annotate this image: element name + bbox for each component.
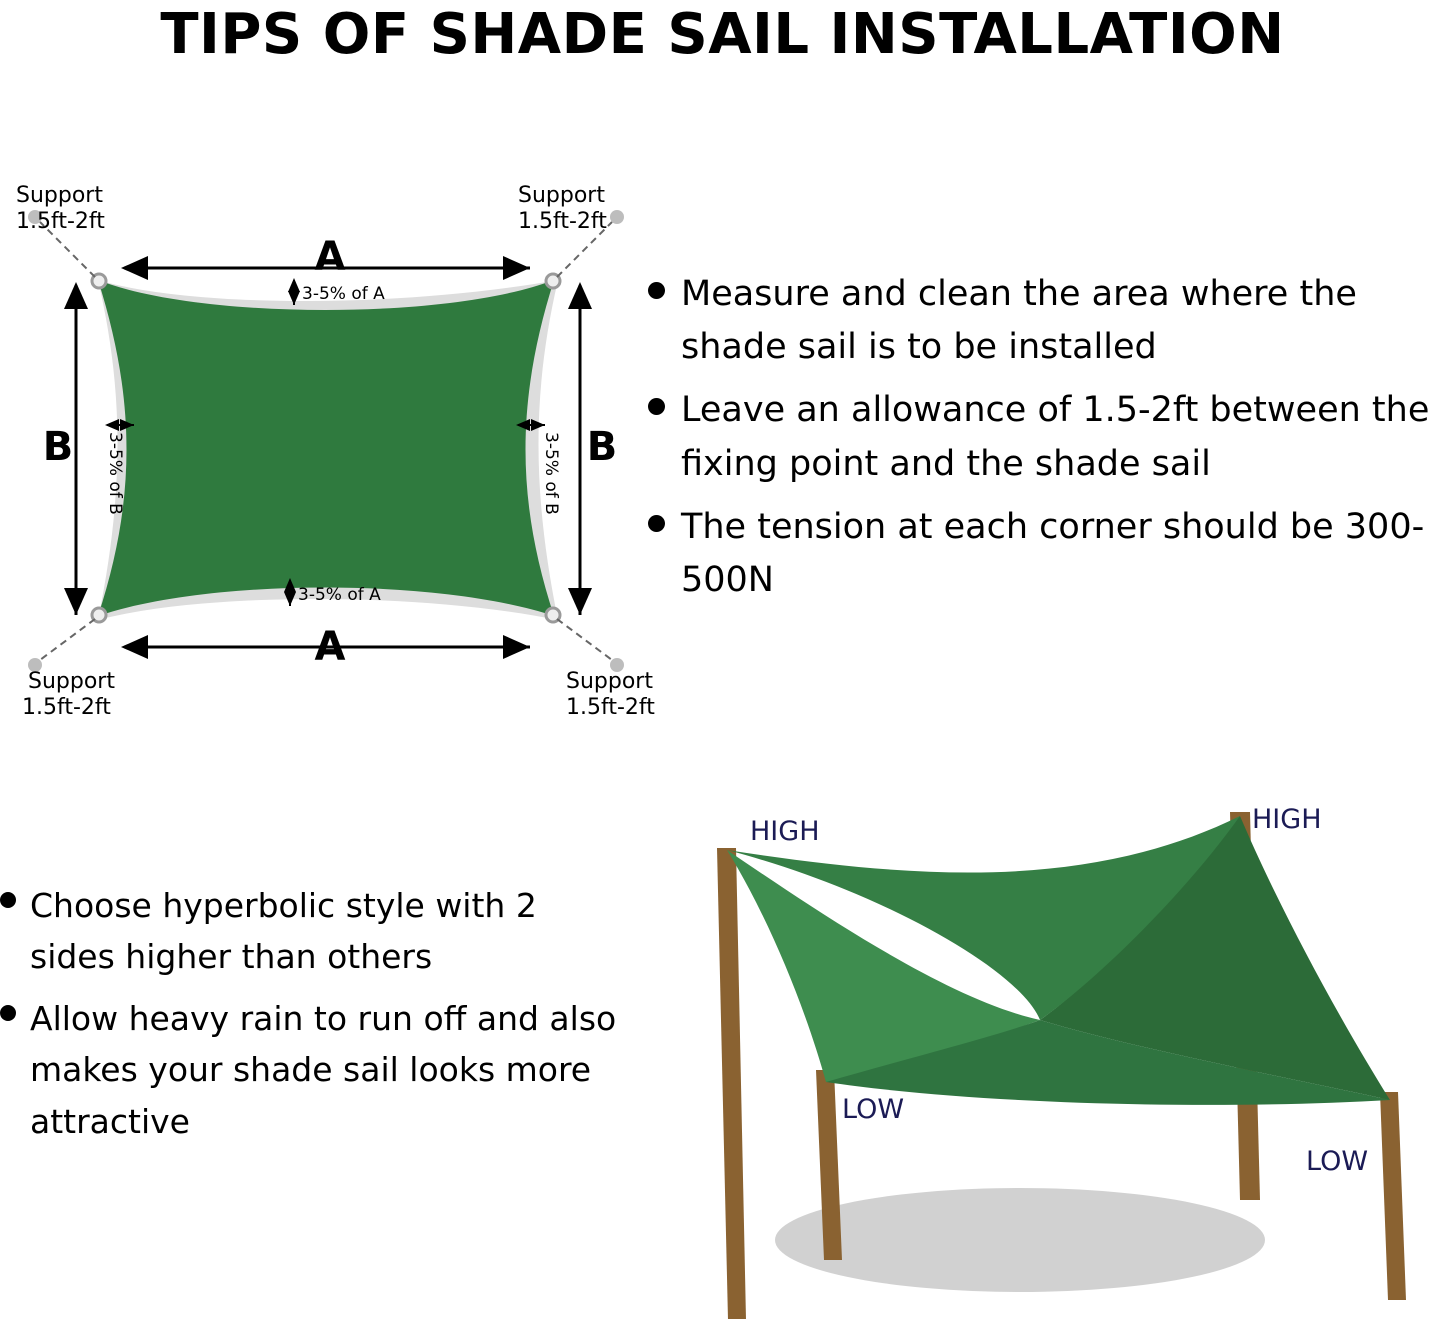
label-side-a-bottom: A <box>314 624 346 670</box>
sail-shape <box>98 280 554 616</box>
anchor-line-bottom-right <box>557 619 612 660</box>
bullet-dot-icon <box>648 398 665 415</box>
label-pct-of-b-right: 3-5% of B <box>541 432 561 515</box>
post-low-right <box>1380 1092 1406 1300</box>
list-item <box>0 993 625 1147</box>
label-high-left: HIGH <box>750 816 820 847</box>
label-side-b-left: B <box>42 424 74 470</box>
label-support-range-top-left: 1.5ft-2ft <box>16 209 105 234</box>
label-pct-of-a-bottom: 3-5% of A <box>298 585 381 605</box>
bullet-dot-icon <box>648 515 665 532</box>
tip-text: Choose hyperbolic style with 2 sides higher than others <box>30 886 537 977</box>
label-low-left: LOW <box>842 1094 905 1125</box>
bullet-dot-icon <box>648 282 665 299</box>
hyperbolic-sail-diagram <box>620 770 1445 1319</box>
label-low-right: LOW <box>1306 1146 1369 1177</box>
label-side-a-top: A <box>314 234 346 280</box>
label-pct-of-a-top: 3-5% of A <box>302 284 385 304</box>
list-item <box>648 501 1445 607</box>
label-support-top-left: Support <box>16 183 103 208</box>
label-support-bottom-right: Support <box>566 669 653 694</box>
anchor-point-top-right <box>610 210 624 224</box>
page-title: TIPS OF SHADE SAIL INSTALLATION <box>160 2 1285 67</box>
tip-text: The tension at each corner should be 300-500N <box>681 506 1425 600</box>
label-pct-of-b-left: 3-5% of B <box>105 432 125 515</box>
tips-list-right <box>648 268 1445 617</box>
anchor-line-bottom-left <box>40 619 95 660</box>
tip-text: Leave an allowance of 1.5-2ft between the fixing point and the shade sail <box>681 390 1430 484</box>
rectangular-sail-diagram <box>0 160 660 730</box>
label-support-range-top-right: 1.5ft-2ft <box>518 209 607 234</box>
bullet-dot-icon <box>0 1005 16 1021</box>
tip-text: Measure and clean the area where the shade sail is to be installed <box>681 274 1357 368</box>
label-support-bottom-left: Support <box>28 669 115 694</box>
label-side-b-right: B <box>586 424 618 470</box>
label-support-range-bottom-left: 1.5ft-2ft <box>22 695 111 720</box>
label-support-range-bottom-right: 1.5ft-2ft <box>566 695 655 720</box>
list-item <box>0 880 625 983</box>
ground-shadow <box>775 1188 1265 1292</box>
label-support-top-right: Support <box>518 183 605 208</box>
list-item <box>648 384 1445 490</box>
tip-text: Allow heavy rain to run off and also makes your shade sail looks more attractive <box>30 998 617 1141</box>
tips-list-bottom <box>0 880 625 1157</box>
bullet-dot-icon <box>0 892 16 908</box>
list-item <box>648 268 1445 374</box>
label-high-right: HIGH <box>1252 804 1322 835</box>
post-high-left <box>717 848 746 1319</box>
